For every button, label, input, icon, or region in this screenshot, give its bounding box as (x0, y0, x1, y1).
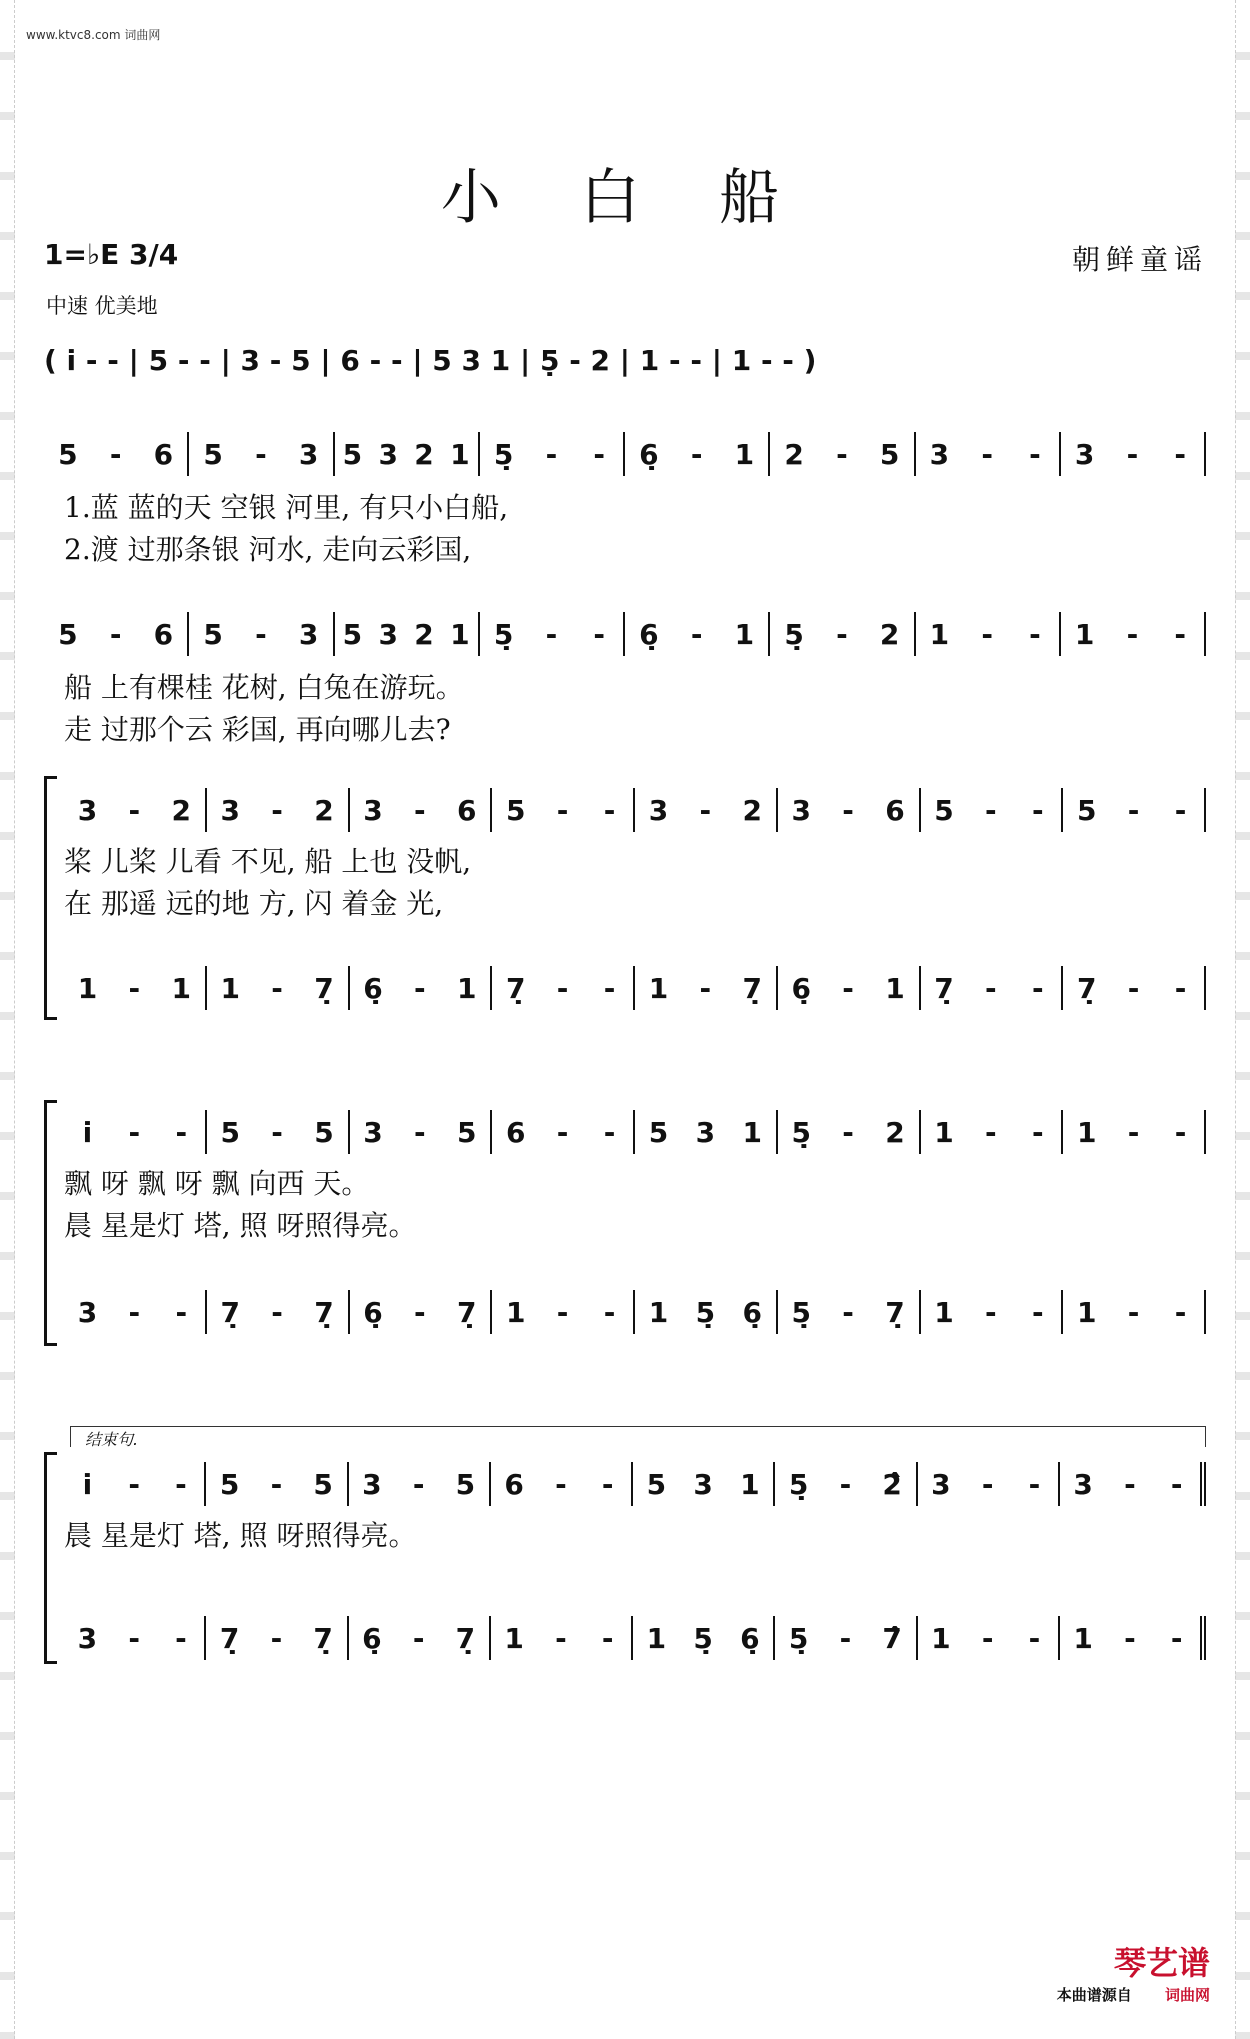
note: - (836, 617, 848, 651)
measure (921, 1290, 1064, 1334)
note: 1 (450, 617, 470, 651)
measure (916, 432, 1061, 476)
measure (491, 1462, 633, 1506)
measure (64, 1462, 206, 1506)
note: 7̣ (934, 971, 954, 1005)
note: - (1127, 1295, 1140, 1329)
song-title: 小 白 船 (440, 163, 810, 233)
note: 7̣ (314, 971, 334, 1005)
note: - (1127, 1115, 1140, 1149)
note: 1 (171, 971, 191, 1005)
note: - (985, 971, 997, 1005)
note: 1 (1074, 617, 1095, 651)
measure (921, 1110, 1064, 1154)
note: - (175, 1295, 188, 1329)
note: 1 (505, 1295, 526, 1329)
note: - (1174, 617, 1186, 651)
note: - (842, 1295, 854, 1329)
note: 5 (219, 1467, 240, 1501)
note: 2 (414, 437, 434, 471)
measure (778, 966, 921, 1010)
note: 1 (740, 1467, 760, 1501)
note: 1 (885, 971, 905, 1005)
note: 7̣ (742, 971, 762, 1005)
note: 1 (934, 1295, 954, 1329)
qinyipu-logo: 琴艺谱 (1113, 1944, 1210, 1982)
measure (207, 788, 350, 832)
note: - (556, 971, 569, 1005)
note: - (1174, 1295, 1187, 1329)
note: - (1031, 1295, 1044, 1329)
note: 2 (414, 617, 434, 651)
note: 2 (784, 437, 804, 471)
measure (1063, 1290, 1206, 1334)
note: i̇ (82, 1115, 93, 1149)
note: - (985, 793, 997, 827)
note: - (1127, 793, 1140, 827)
note: 5̣ (784, 617, 804, 651)
note: 6̣ (363, 971, 383, 1005)
note: 6̣ (362, 1621, 382, 1655)
footer (1057, 1938, 1210, 2005)
note: 3 (378, 437, 398, 471)
measure (44, 612, 189, 656)
intro-notation: ( i̇ - - | 5 - - | 3 - 5 | 6 - - | 5 3 1 | 5̣ - 2 | 1 - - | 1 - - ) (44, 343, 817, 377)
note: - (255, 617, 267, 651)
note: 5 (934, 793, 954, 827)
measure (492, 966, 635, 1010)
note: - (414, 971, 426, 1005)
note: - (1029, 437, 1041, 471)
measure (625, 432, 770, 476)
note: 3 (298, 617, 319, 651)
measure (635, 1110, 778, 1154)
note: 3 (648, 793, 669, 827)
staff-2-lyric-2: 走 过那个云 彩国, 再向哪儿去? (64, 713, 451, 746)
note: 7̣ (1076, 971, 1097, 1005)
note: - (981, 1621, 994, 1655)
note: - (603, 1295, 616, 1329)
note: - (271, 793, 283, 827)
note: 2̂ (882, 1467, 902, 1501)
measure (770, 612, 915, 656)
note: 1 (929, 617, 950, 651)
note: 5 (1076, 793, 1097, 827)
measure (350, 1110, 493, 1154)
measure (335, 612, 480, 656)
note: - (1028, 1621, 1041, 1655)
note: - (985, 1295, 997, 1329)
note: - (603, 971, 616, 1005)
note: - (836, 437, 848, 471)
note: - (555, 1467, 567, 1501)
note: - (128, 1115, 141, 1149)
measure (206, 1616, 348, 1660)
note: 1 (648, 1295, 669, 1329)
measure (625, 612, 770, 656)
note: - (981, 437, 993, 471)
staff-1-lyric-2: 2.渡 过那条银 河水, 走向云彩国, (64, 533, 472, 566)
note: 1 (646, 1621, 667, 1655)
measure (350, 966, 493, 1010)
note: - (175, 1115, 188, 1149)
note: 1 (220, 971, 240, 1005)
staff-4-upper-notes (64, 1110, 1206, 1154)
note: - (1031, 971, 1044, 1005)
note: 3 (1074, 437, 1095, 471)
note: 3 (363, 1115, 383, 1149)
note: 1 (734, 437, 755, 471)
note: 3 (77, 793, 98, 827)
composer: 朝鲜童谣 (1071, 243, 1208, 276)
note: 5 (648, 1115, 669, 1149)
note: - (1124, 1467, 1136, 1501)
note: 5 (314, 1115, 334, 1149)
note: 5̣ (788, 1621, 809, 1655)
note: 5 (505, 793, 526, 827)
note: - (128, 1467, 140, 1501)
staff-1-notes (44, 432, 1206, 476)
note: - (414, 793, 426, 827)
note: - (271, 1115, 283, 1149)
note: - (556, 1295, 569, 1329)
note: 2 (885, 1115, 905, 1149)
measure (207, 966, 350, 1010)
measure (921, 788, 1064, 832)
note: - (1127, 971, 1140, 1005)
measure (633, 1616, 775, 1660)
footer-site-link[interactable]: 词曲网 (1164, 1986, 1210, 2004)
note: - (128, 1295, 141, 1329)
note: 5 (313, 1467, 333, 1501)
measure (350, 788, 493, 832)
note: 3 (695, 1115, 716, 1149)
note: 5̣ (493, 617, 514, 651)
measure (349, 1616, 491, 1660)
note: 3 (693, 1467, 713, 1501)
note: 1 (648, 971, 669, 1005)
note: 3 (363, 793, 383, 827)
note: - (603, 1115, 616, 1149)
measure (778, 1290, 921, 1334)
note: 1 (1073, 1621, 1093, 1655)
measure (44, 432, 189, 476)
note: - (255, 437, 267, 471)
note: - (699, 971, 712, 1005)
note: - (414, 1115, 426, 1149)
note: 6̣ (639, 437, 659, 471)
note: - (601, 1621, 614, 1655)
note: - (128, 971, 141, 1005)
tempo-marking: 中速 优美地 (46, 294, 158, 318)
note: 1 (1076, 1295, 1097, 1329)
note: - (1174, 971, 1187, 1005)
staff-2-notes (44, 612, 1206, 656)
note: - (839, 1621, 852, 1655)
note: - (270, 1467, 283, 1501)
note: 5 (455, 1467, 476, 1501)
note: 7̣ (220, 1295, 240, 1329)
note: 1 (504, 1621, 524, 1655)
note: 5̣ (788, 1467, 809, 1501)
note: 5 (58, 437, 78, 471)
note: - (555, 1621, 567, 1655)
note: - (699, 793, 712, 827)
note: - (414, 1295, 426, 1329)
note: - (1170, 1621, 1183, 1655)
note: 3 (929, 437, 950, 471)
note: 7̣ (219, 1621, 240, 1655)
note: 6̣ (742, 1295, 762, 1329)
note: - (839, 1467, 852, 1501)
note: - (842, 1115, 854, 1149)
note: - (1029, 617, 1041, 651)
note: 6 (153, 437, 174, 471)
staff-3-lyric-1: 桨 儿桨 儿看 不见, 船 上也 没帆, (64, 845, 472, 878)
note: - (412, 1467, 425, 1501)
note: 6 (504, 1467, 524, 1501)
note: 6̣ (740, 1621, 760, 1655)
staff-3-bracket (44, 776, 57, 1020)
measure (64, 966, 207, 1010)
note: - (985, 1115, 997, 1149)
note: 5 (342, 437, 363, 471)
staff-3-lyric-2: 在 那遥 远的地 方, 闪 着金 光, (64, 887, 444, 920)
note: - (690, 617, 703, 651)
note: - (593, 437, 605, 471)
note: 6 (885, 793, 905, 827)
note: - (545, 437, 558, 471)
note: 3 (931, 1467, 951, 1501)
staff-5-lyric-1: 晨 星是灯 塔, 照 呀照得亮。 (64, 1519, 417, 1552)
measure (775, 1616, 917, 1660)
measure (189, 612, 334, 656)
note: 3 (362, 1467, 382, 1501)
measure (206, 1462, 348, 1506)
note: 3 (77, 1295, 98, 1329)
staff-3-upper-notes (64, 788, 1206, 832)
measure (1063, 1110, 1206, 1154)
measure (492, 788, 635, 832)
note: - (556, 1115, 569, 1149)
note: 1 (450, 437, 470, 471)
note: 7̣ (457, 1295, 477, 1329)
intro-line (44, 338, 1206, 382)
measure (1063, 966, 1206, 1010)
note: 1 (734, 617, 755, 651)
measure (633, 1462, 775, 1506)
note: 6̣ (791, 971, 811, 1005)
staff-4-lyric-1: 飘 呀 飘 呀 飘 向西 天。 (64, 1167, 370, 1200)
note: 5 (58, 617, 78, 651)
note: 2 (742, 793, 762, 827)
note: 7̣ (314, 1295, 334, 1329)
staff-3-lower-notes (64, 966, 1206, 1010)
note: - (603, 793, 616, 827)
note: 5̣ (493, 437, 514, 471)
note: - (1126, 617, 1139, 651)
measure (1060, 1616, 1206, 1660)
note: - (593, 617, 605, 651)
note: - (981, 617, 993, 651)
note: 3 (378, 617, 398, 651)
note: - (128, 793, 141, 827)
measure (64, 1616, 206, 1660)
note: 3 (1073, 1467, 1093, 1501)
note: - (1031, 793, 1044, 827)
note: - (109, 437, 122, 471)
measure (778, 1110, 921, 1154)
note: 5̣ (791, 1295, 811, 1329)
note: - (109, 617, 122, 651)
note: 6 (505, 1115, 526, 1149)
note: - (271, 1295, 283, 1329)
measure (775, 1462, 917, 1506)
note: 7̂ (882, 1621, 902, 1655)
note: - (1124, 1621, 1136, 1655)
note: - (1174, 793, 1187, 827)
note: 5̣ (695, 1295, 716, 1329)
measure (1063, 788, 1206, 832)
staff-4-bracket (44, 1100, 57, 1346)
staff-5-lower-notes (64, 1616, 1206, 1660)
note: - (1031, 1115, 1044, 1149)
staff-5-bracket (44, 1452, 57, 1664)
note: - (175, 1467, 187, 1501)
measure (770, 432, 915, 476)
note: - (842, 971, 854, 1005)
measure (921, 966, 1064, 1010)
staff-5-upper-notes (64, 1462, 1206, 1506)
note: - (1174, 437, 1186, 471)
note: 5̣ (693, 1621, 713, 1655)
note: i̇ (82, 1467, 93, 1501)
note: 6̣ (363, 1295, 383, 1329)
note: 6 (153, 617, 174, 651)
note: 1 (457, 971, 477, 1005)
note: - (1126, 437, 1139, 471)
staff-1-lyric-1: 1.蓝 蓝的天 空银 河里, 有只小白船, (64, 491, 509, 524)
note: 5 (220, 1115, 240, 1149)
note: 5 (203, 617, 223, 651)
ending-bracket: 结束句. (70, 1426, 1206, 1447)
note: - (690, 437, 703, 471)
measure (350, 1290, 493, 1334)
measure (335, 432, 480, 476)
note: - (1174, 1115, 1187, 1149)
note: 3 (791, 793, 811, 827)
note: - (128, 1621, 140, 1655)
measure (64, 1110, 207, 1154)
note: - (842, 793, 854, 827)
measure (349, 1462, 491, 1506)
note: 7̣ (505, 971, 526, 1005)
note: 5 (879, 437, 900, 471)
note: 5 (203, 437, 223, 471)
note: - (270, 1621, 283, 1655)
note: 5 (646, 1467, 667, 1501)
measure (635, 1290, 778, 1334)
note: 2 (879, 617, 900, 651)
measure (491, 1616, 633, 1660)
measure (1061, 432, 1206, 476)
note: - (175, 1621, 187, 1655)
measure (480, 432, 625, 476)
note: 5 (457, 1115, 477, 1149)
note: - (601, 1467, 614, 1501)
measure (1060, 1462, 1206, 1506)
key-signature: 1=♭E 3/4 (44, 238, 179, 271)
measure (480, 612, 625, 656)
note: 6 (457, 793, 477, 827)
measure (918, 1616, 1060, 1660)
measure (778, 788, 921, 832)
note: 1 (1076, 1115, 1097, 1149)
measure (918, 1462, 1060, 1506)
note: 2 (171, 793, 191, 827)
left-border-strip (0, 0, 15, 2039)
note: 3 (220, 793, 240, 827)
measure (492, 1110, 635, 1154)
footer-source: 本曲谱源自 (1056, 1986, 1132, 2004)
note: - (981, 1467, 994, 1501)
note: 7̣ (455, 1621, 476, 1655)
note: 5 (342, 617, 363, 651)
note: 5̣ (791, 1115, 811, 1149)
measure (916, 612, 1061, 656)
note: - (556, 793, 569, 827)
measure (635, 788, 778, 832)
note: 2 (314, 793, 334, 827)
note: 1 (77, 971, 98, 1005)
note: 6̣ (639, 617, 659, 651)
note: - (1028, 1467, 1041, 1501)
staff-4-lyric-2: 晨 星是灯 塔, 照 呀照得亮。 (64, 1209, 417, 1242)
staff-4-lower-notes (64, 1290, 1206, 1334)
note: - (1170, 1467, 1183, 1501)
note: 3 (77, 1621, 98, 1655)
note: 1 (934, 1115, 954, 1149)
measure (64, 1290, 207, 1334)
measure (64, 788, 207, 832)
note: 7̣ (313, 1621, 333, 1655)
note: 3 (298, 437, 319, 471)
note: 1 (742, 1115, 762, 1149)
note: - (545, 617, 558, 651)
measure (1061, 612, 1206, 656)
site-watermark: www.ktvc8.com 词曲网 (26, 28, 161, 42)
note: 7̣ (885, 1295, 905, 1329)
measure (492, 1290, 635, 1334)
note: 1 (931, 1621, 951, 1655)
staff-2-lyric-1: 船 上有棵桂 花树, 白兔在游玩。 (64, 671, 464, 704)
right-border-strip (1235, 0, 1250, 2039)
measure (207, 1290, 350, 1334)
measure (635, 966, 778, 1010)
measure (207, 1110, 350, 1154)
measure (189, 432, 334, 476)
note: - (271, 971, 283, 1005)
note: - (412, 1621, 425, 1655)
